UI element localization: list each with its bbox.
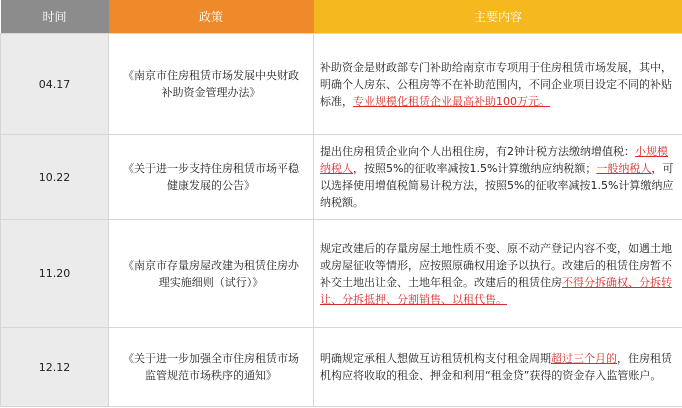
table-row xyxy=(1,328,682,407)
content-text: ，按照5%的征收率减按1.5%计算缴纳应纳税额； xyxy=(353,162,597,175)
table-header-row xyxy=(1,0,682,34)
highlighted-text: 专业规模化租赁企业最高补助100万元。 xyxy=(353,94,550,108)
content-text: 提出住房租赁企业向个人出租住房，有2钟计税方法缴纳增值税： xyxy=(320,145,635,158)
content-text: ，可以选择使用增值税简易计税方法，按照5%的征收率减按1.5%计算缴纳应纳税额。 xyxy=(320,162,674,209)
row-content xyxy=(314,34,682,135)
header-time: 时间 xyxy=(1,0,109,34)
header-policy: 政策 xyxy=(109,0,314,34)
highlighted-text: 一般纳税人 xyxy=(596,162,652,175)
highlighted-text: 超过三个月的 xyxy=(551,352,617,365)
row-content xyxy=(314,135,682,220)
row-content xyxy=(314,328,682,407)
row-policy: 《南京市存量房屋改建为租赁住房办理实施细则（试行）》 xyxy=(109,220,314,328)
header-content: 主要内容 xyxy=(314,0,682,34)
row-date: 10.22 xyxy=(1,135,109,220)
highlighted-text: 小规模纳税人 xyxy=(320,145,668,175)
row-policy: 《关于进一步支持住房租赁市场平稳健康发展的公告》 xyxy=(109,135,314,220)
content-text: 规定改建后的存量房屋土地性质不变、原不动产登记内容不变，如遇土地或房屋征收等情形，应按照原确权用途予以执行。改建后的租赁住房暂不补交土地出让金、土地年租金。改建后的租赁住房 xyxy=(320,241,672,289)
highlighted-text: 不得分拆确权、分拆转让、分拆抵押、分割销售、以租代售。 xyxy=(320,275,672,306)
row-date: 11.20 xyxy=(1,220,109,328)
content-text: 补助资金是财政部专门补助给南京市专项用于住房租赁市场发展，其中，明确个人房东、公租房等不在补助范围内，不同企业项目设定不同的补贴标准， xyxy=(320,60,672,108)
table-row xyxy=(1,34,682,135)
content-text: 明确规定承租人想做互访租赁机构支付租金周期 xyxy=(320,352,551,365)
table-row xyxy=(1,220,682,328)
content-text: ，住房租赁机构应将收取的租金、押金和利用“租金贷”获得的资金存入监管账户。 xyxy=(320,352,672,382)
row-date: 12.12 xyxy=(1,328,109,407)
row-content xyxy=(314,220,682,328)
row-date: 04.17 xyxy=(1,34,109,135)
row-policy: 《南京市住房租赁市场发展中央财政补助资金管理办法》 xyxy=(109,34,314,135)
table-row xyxy=(1,135,682,220)
row-policy: 《关于进一步加强全市住房租赁市场监管规范市场秩序的通知》 xyxy=(109,328,314,407)
